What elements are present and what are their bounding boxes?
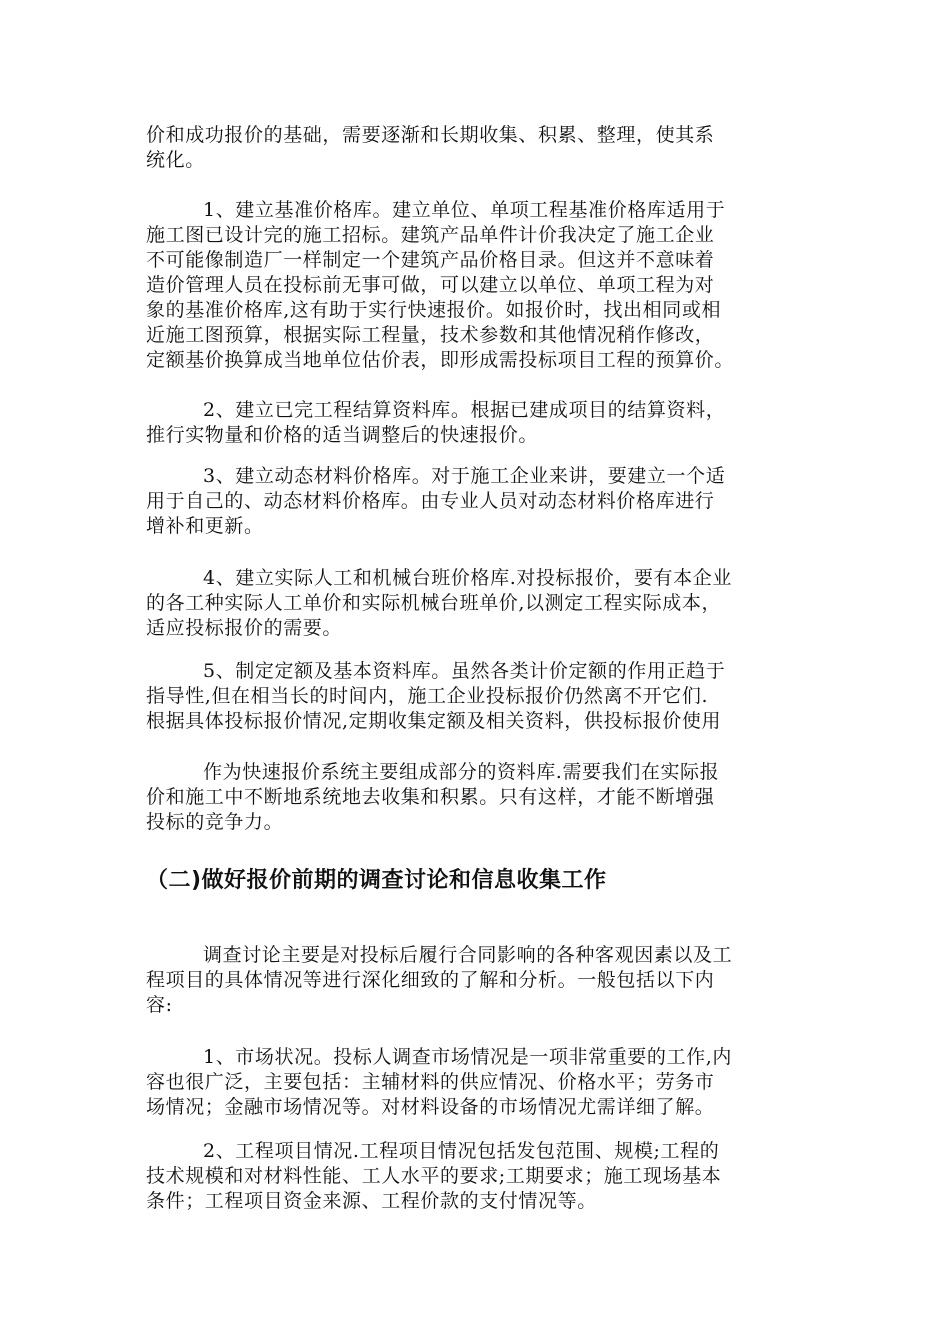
text-line: 程项目的具体情况等进行深化细致的了解和分析。一般包括以下内 [146,969,715,991]
text-line: 的各工种实际人工单价和实际机械台班单价,以测定工程实际成本， [146,592,722,614]
paragraph-intro-continuation [146,123,804,173]
text-line: 适应投标报价的需要。 [146,617,343,639]
paragraph-quick-quote-system [146,760,804,835]
text-line: 技术规模和对材料性能、工人水平的要求;工期要求；施工现场基本 [146,1165,722,1187]
text-line: 3、建立动态材料价格库。对于施工企业来讲，要建立一个适 [203,465,726,487]
text-line: 1、建立基准价格库。建立单位、单项工程基准价格库适用于 [203,199,726,221]
text-line: 4、建立实际人工和机械台班价格库.对投标报价，要有本企业 [203,567,732,589]
text-line: 2、建立已完工程结算资料库。根据已建成项目的结算资料， [203,399,726,421]
text-line: 施工图已设计完的施工招标。建筑产品单件计价我决定了施工企业 [146,224,715,246]
text-line: 推行实物量和价格的适当调整后的快速报价。 [146,424,539,446]
section-heading: （二)做好报价前期的调查讨论和信息收集工作 [146,868,607,893]
text-line: 场情况；金融市场情况等。对材料设备的市场情况尤需详细了解。 [146,1096,715,1118]
text-line: 2、工程项目情况.工程项目情况包括发包范围、规模;工程的 [203,1140,720,1162]
text-line: 象的基准价格库,这有助于实行快速报价。如报价时，找出相同或相 [146,299,722,321]
text-line: 1、市场状况。投标人调查市场情况是一项非常重要的工作,内 [203,1046,732,1068]
paragraph-project-conditions [146,1139,804,1214]
paragraph-settlement-library [146,398,804,448]
paragraph-material-price-library [146,464,804,539]
text-line: 条件；工程项目资金来源、工程价款的支付情况等。 [146,1190,597,1212]
paragraph-benchmark-price-library [146,198,804,373]
paragraph-labor-machine-library [146,566,804,641]
text-line: 5、制定定额及基本资料库。虽然各类计价定额的作用正趋于 [203,660,726,682]
text-line: 造价管理人员在投标前无事可做，可以建立以单位、单项工程为对 [146,274,715,296]
text-line: 定额基价换算成当地单位估价表，即形成需投标项目工程的预算价。 [146,349,735,371]
text-line: 用于自己的、动态材料价格库。由专业人员对动态材料价格库进行 [146,490,715,512]
text-line: 投标的竞争力。 [146,811,284,833]
text-line: 增补和更新。 [146,515,264,537]
text-line: 不可能像制造厂一样制定一个建筑产品价格目录。但这并不意味着 [146,249,715,271]
paragraph-survey-intro [146,943,804,1018]
text-line: 容: [146,994,173,1016]
text-line: 统化。 [146,149,205,171]
text-line: 作为快速报价系统主要组成部分的资料库.需要我们在实际报 [203,761,720,783]
text-line: 价和施工中不断地系统地去收集和积累。只有这样，才能不断增强 [146,786,715,808]
paragraph-market-conditions [146,1045,804,1120]
text-line: 容也很广泛，主要包括：主辅材料的供应情况、价格水平；劳务市 [146,1071,715,1093]
text-line: 近施工图预算，根据实际工程量，技术参数和其他情况稍作修改， [146,324,715,346]
text-line: 价和成功报价的基础，需要逐渐和长期收集、积累、整理，使其系 [146,124,715,146]
text-line: 指导性,但在相当长的时间内，施工企业投标报价仍然离不开它们. [146,685,709,707]
text-line: 调查讨论主要是对投标后履行合同影响的各种客观因素以及工 [203,944,733,966]
text-line: 根据具体投标报价情况,定期收集定额及相关资料，供投标报价使用 [146,710,722,732]
paragraph-quota-library [146,659,804,734]
